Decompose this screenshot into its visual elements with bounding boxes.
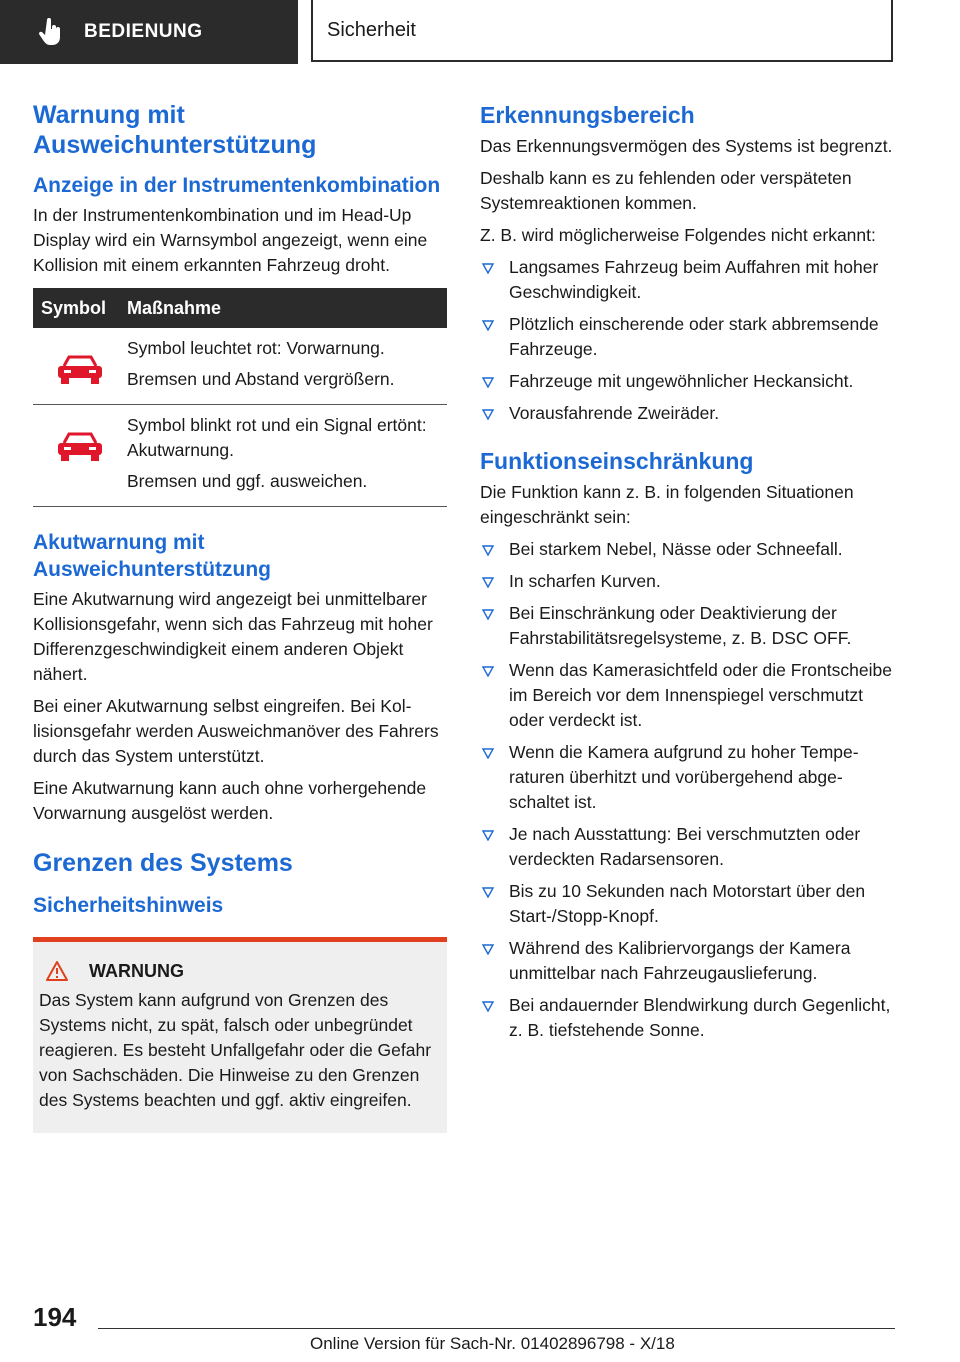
section-tab[interactable] <box>0 0 298 64</box>
heading-warning-evasion: Warnung mit Ausweichunterstützung <box>33 101 317 159</box>
warning-header <box>45 960 439 982</box>
heading-display: Anzeige in der Instrumentenkombination <box>33 174 441 197</box>
heading-safety-note: Sicherheitshinweis <box>33 894 224 917</box>
list-item: Bei starkem Nebel, Nässe oder Schneefall. <box>480 537 894 562</box>
paragraph-range-3: Z. B. wird möglicherweise Folgendes nicht erkannt: <box>480 225 876 245</box>
list-item: Fahrzeuge mit ungewöhnlicher Heckansicht. <box>480 369 894 394</box>
warning-text: Das System kann aufgrund von Grenzen des Systems nicht, zu spät, falsch oder unbegründet reagieren. Es besteht Unfallgefahr oder die Gefahr von Sachschäden. Die Hinweise zu den Grenzen des Systems beachten und ggf. aktiv eingreifen. <box>39 990 432 1110</box>
paragraph-range-2: Deshalb kann es zu fehlenden oder verspäteten Systemreaktionen kommen. <box>480 168 852 213</box>
table-header-action: Maßnahme <box>127 288 447 328</box>
range-list <box>480 255 894 426</box>
heading-acute-warning: Akutwarnung mit Ausweichunterstützung <box>33 531 272 581</box>
right-column <box>480 100 894 1051</box>
paragraph-function: Die Funktion kann z. B. in folgenden Situationen eingeschränkt sein: <box>480 482 854 527</box>
action-line: Symbol blinkt rot und ein Signal ertönt: Akutwarnung. <box>127 415 427 460</box>
table-cell-action <box>127 405 447 507</box>
car-warning-icon <box>55 431 105 463</box>
page-number: 194 <box>33 1302 77 1332</box>
table-cell-action <box>127 328 447 405</box>
hand-pointer-icon <box>36 17 66 47</box>
warning-box <box>33 937 447 1133</box>
table-row <box>33 405 447 507</box>
list-item: Langsames Fahrzeug beim Auffahren mit hoher Geschwindigkeit. <box>480 255 894 305</box>
heading-system-limits: Grenzen des Systems <box>33 849 293 877</box>
list-item: Bis zu 10 Sekunden nach Motorstart über den Start-/Stopp-Knopf. <box>480 879 894 929</box>
list-item: Bei andauernder Blendwirkung durch Gegenlicht, z. B. tiefstehende Sonne. <box>480 993 894 1043</box>
bullet-triangle-icon <box>482 747 494 759</box>
function-list <box>480 537 894 1043</box>
footer-version: Online Version für Sach-Nr. 01402896798 - X/18 <box>310 1334 675 1353</box>
bullet-triangle-icon <box>482 408 494 420</box>
list-item: Je nach Ausstattung: Bei verschmutzten oder verdeckten Radarsensoren. <box>480 822 894 872</box>
list-item: Wenn das Kamerasichtfeld oder die Frontscheibe im Bereich vor dem Innenspiegel verschmutzt oder verdeckt ist. <box>480 658 894 733</box>
action-line: Bremsen und Abstand vergrößern. <box>127 369 395 389</box>
bullet-triangle-icon <box>482 319 494 331</box>
paragraph-acute-3: Eine Akutwarnung kann auch ohne vorhergehende Vorwarnung ausgelöst werden. <box>33 778 427 823</box>
chapter-title: Sicherheit <box>327 18 416 41</box>
table-header-symbol: Symbol <box>33 288 127 328</box>
list-item: Plötzlich einscherende oder stark abbremsende Fahrzeuge. <box>480 312 894 362</box>
list-item: Vorausfahrende Zweiräder. <box>480 401 894 426</box>
warning-triangle-icon <box>45 960 69 982</box>
paragraph-acute-1: Eine Akutwarnung wird angezeigt bei unmittelbarer Kollisionsgefahr, wenn sich das Fahrzeug mit hoher Differenzgeschwindigkeit einem anderen Objekt nähert. <box>33 589 433 684</box>
paragraph-acute-2: Bei einer Akutwarnung selbst eingreifen. Bei Kollisionsgefahr werden Ausweichmanöver des Fahrers durch das System unterstützt. <box>33 696 439 766</box>
table-cell-symbol <box>33 328 127 405</box>
table-cell-symbol <box>33 405 127 507</box>
bullet-triangle-icon <box>482 1000 494 1012</box>
action-line: Bremsen und ggf. ausweichen. <box>127 471 368 491</box>
symbol-table <box>33 288 447 507</box>
footer-divider <box>98 1328 895 1329</box>
list-item: Während des Kalibriervorgangs der Kamera unmittelbar nach Fahrzeugauslieferung. <box>480 936 894 986</box>
bullet-triangle-icon <box>482 829 494 841</box>
list-item: Wenn die Kamera aufgrund zu hoher Temperaturen überhitzt und vorübergehend abgeschaltet ist. <box>480 740 894 815</box>
warning-title: WARNUNG <box>89 960 184 981</box>
bullet-triangle-icon <box>482 376 494 388</box>
bullet-triangle-icon <box>482 576 494 588</box>
bullet-triangle-icon <box>482 262 494 274</box>
paragraph-display: In der Instrumentenkombination und im Head-Up Display wird ein Warnsymbol angezeigt, wenn eine Kollision mit einem erkannten Fahrzeug droht. <box>33 205 428 275</box>
chapter-title-box <box>311 0 893 62</box>
left-column <box>33 100 447 1133</box>
table-header-row <box>33 288 447 328</box>
action-line: Symbol leuchtet rot: Vorwarnung. <box>127 338 385 358</box>
list-item: Bei Einschränkung oder Deaktivierung der Fahrstabilitätsregelsysteme, z. B. DSC OFF. <box>480 601 894 651</box>
bullet-triangle-icon <box>482 886 494 898</box>
heading-detection-range: Erkennungsbereich <box>480 102 695 128</box>
bullet-triangle-icon <box>482 544 494 556</box>
car-warning-icon <box>55 354 105 386</box>
list-item: In scharfen Kurven. <box>480 569 894 594</box>
table-row <box>33 328 447 405</box>
bullet-triangle-icon <box>482 608 494 620</box>
bullet-triangle-icon <box>482 943 494 955</box>
bullet-triangle-icon <box>482 665 494 677</box>
section-label: BEDIENUNG <box>84 21 203 42</box>
paragraph-range-1: Das Erkennungsvermögen des Systems ist begrenzt. <box>480 136 893 156</box>
heading-function-limitation: Funktionseinschränkung <box>480 448 754 474</box>
